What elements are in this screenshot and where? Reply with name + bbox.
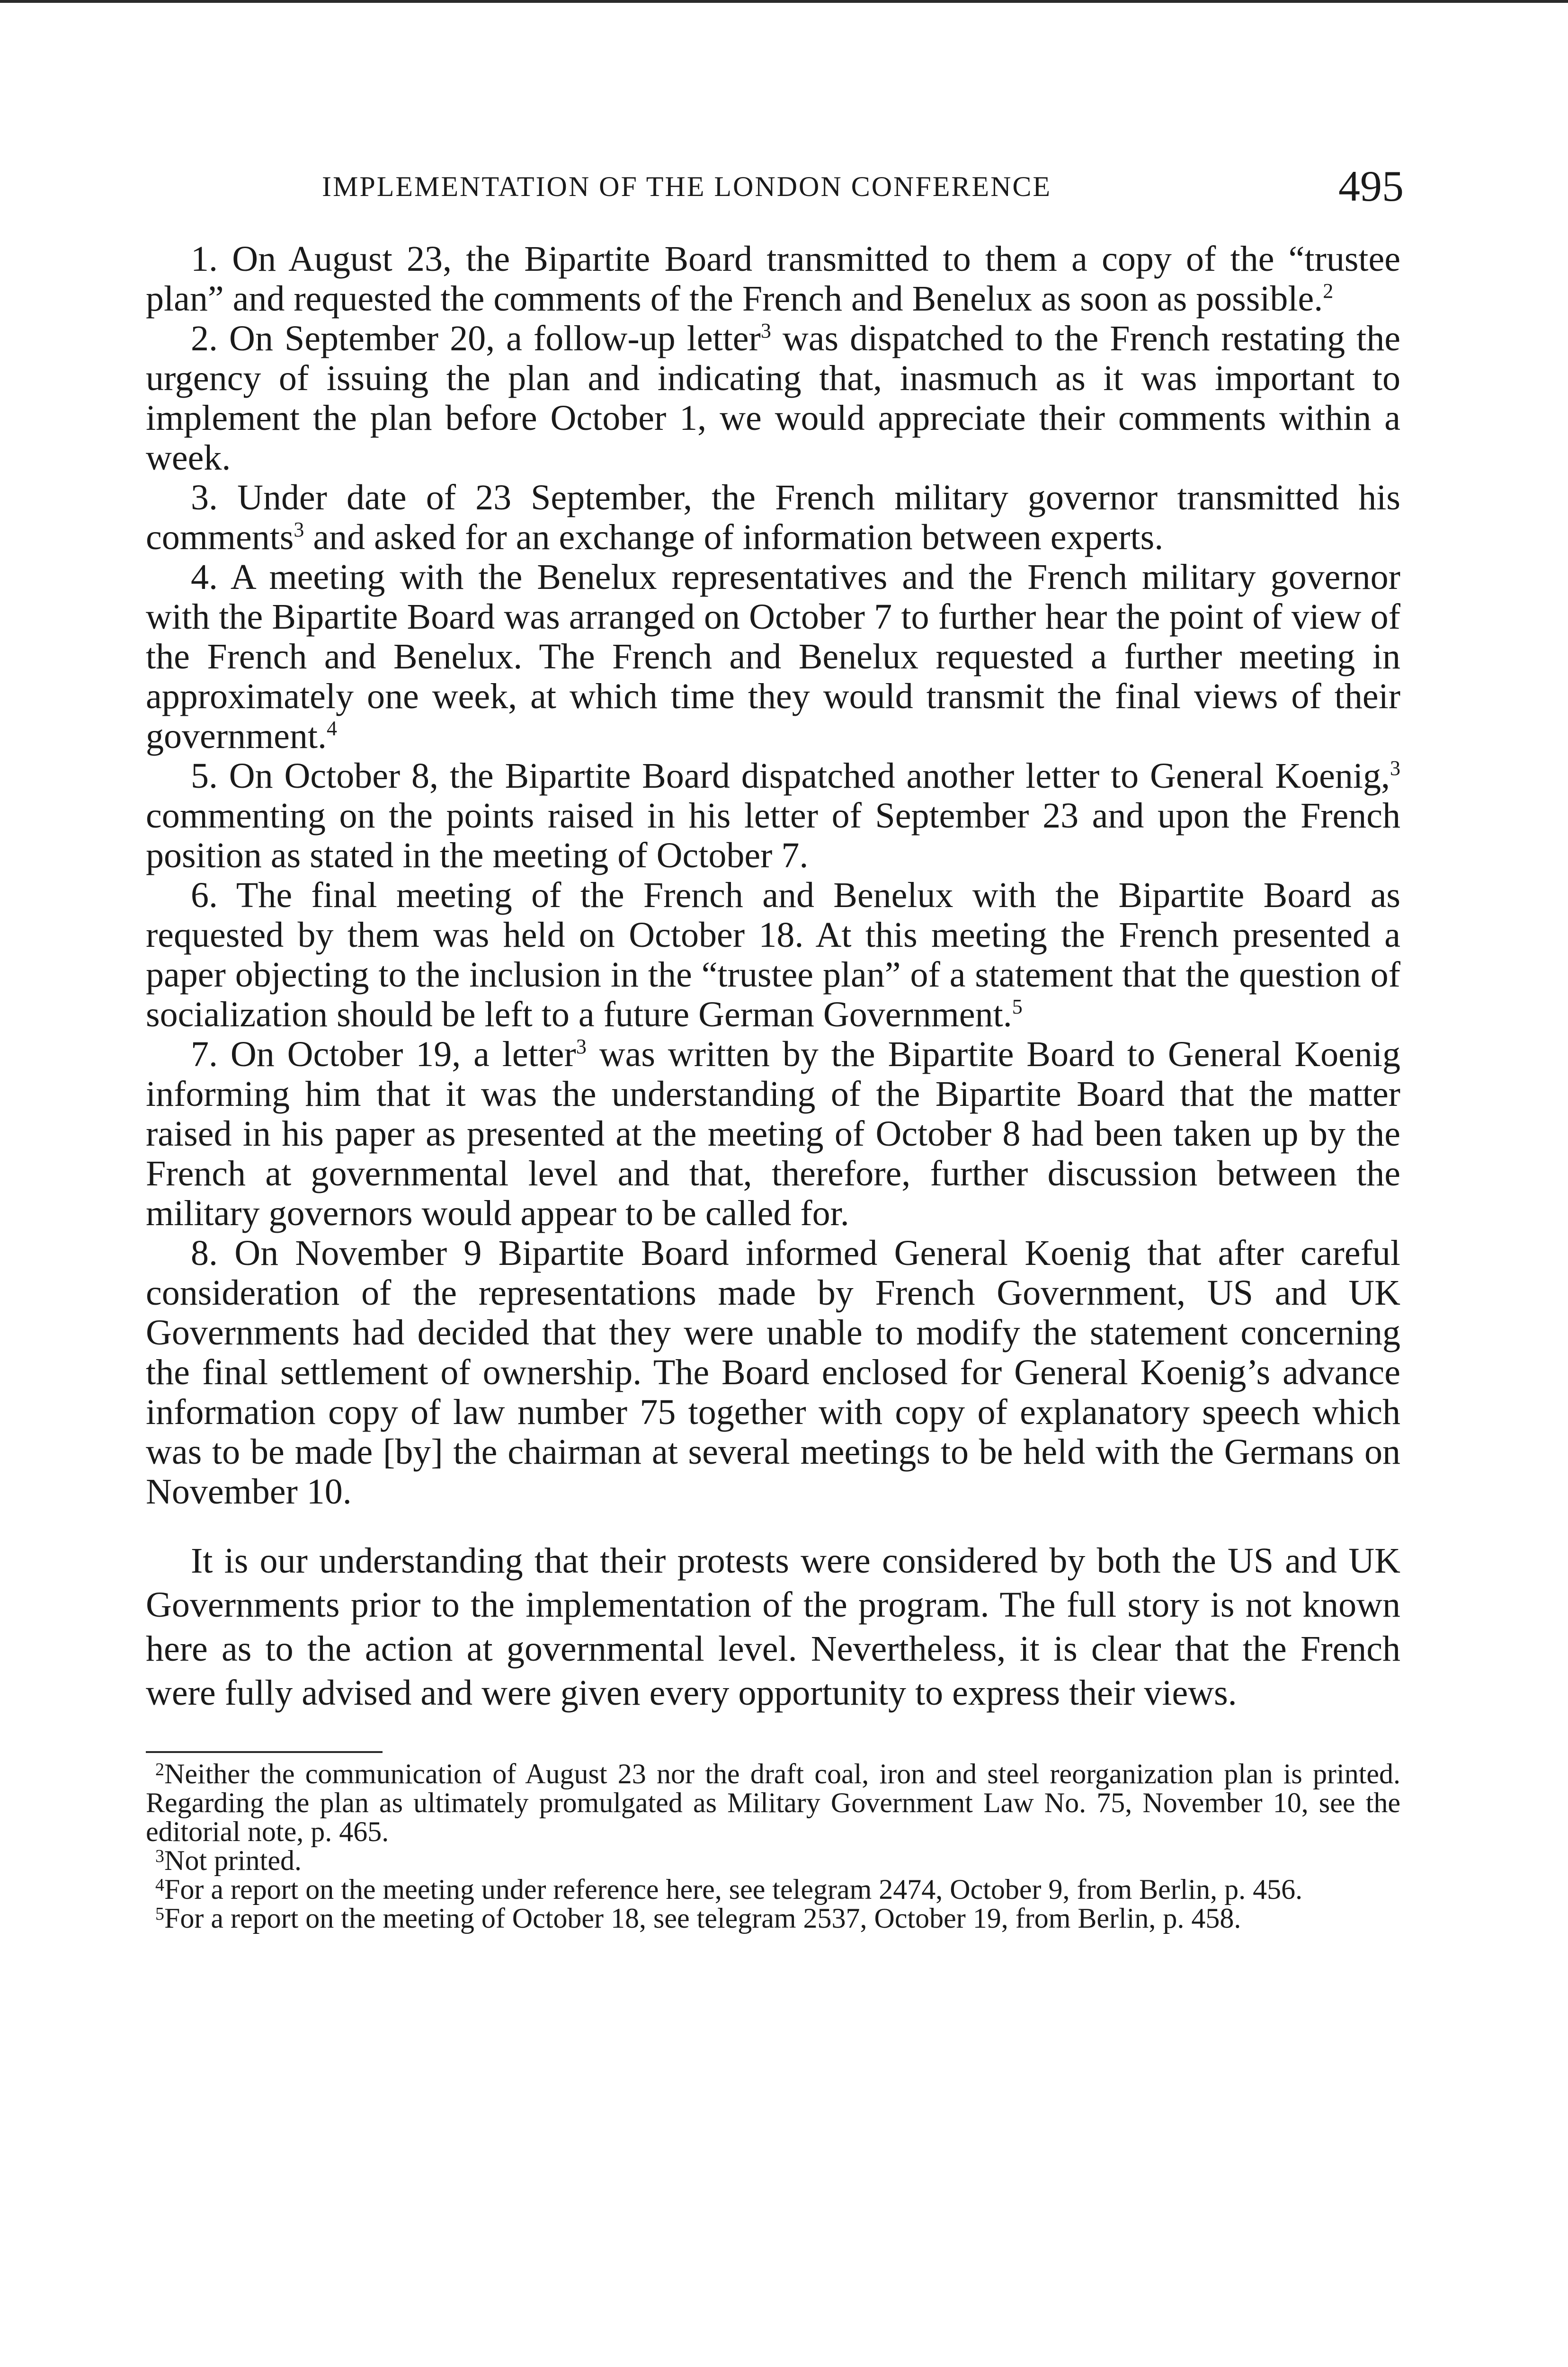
footnote-text: For a report on the meeting under reference here, see telegram 2474, October 9, from Berlin, p. 456. bbox=[164, 1874, 1303, 1905]
paragraph-text: 7. On October 19, a letter bbox=[191, 1034, 576, 1074]
footnote-text: For a report on the meeting of October 18, see telegram 2537, October 19, from Berlin, p. 458. bbox=[164, 1903, 1241, 1934]
footnote-mark: 5 bbox=[155, 1904, 164, 1924]
numbered-paragraph-2 bbox=[146, 319, 1400, 478]
paragraph-text: 4. A meeting with the Benelux representatives and the French military governor with the Bipartite Board was arranged on October 7 to further hear the point of view of the French and Benelux. The French and Benelux requested a further meeting in approximately one week, at which time they would transmit the final views of their government. bbox=[146, 557, 1400, 756]
numbered-paragraph-8 bbox=[146, 1233, 1400, 1512]
footnote-text: Neither the communication of August 23 nor the draft coal, iron and steel reorganization plan is printed. Regarding the plan as ultimately promulgated as Military Government Law No. 75, November 10, see the editorial note, p. 465. bbox=[146, 1758, 1400, 1847]
footnote-4 bbox=[146, 1875, 1400, 1904]
paragraph-text: 1. On August 23, the Bipartite Board transmitted to them a copy of the “trustee plan” and requested the comments of the French and Benelux as soon as possible. bbox=[146, 239, 1400, 319]
footnote-reference: 3 bbox=[1390, 756, 1400, 780]
footnote-2 bbox=[146, 1760, 1400, 1846]
footnote-divider bbox=[146, 1751, 383, 1753]
numbered-paragraph-6 bbox=[146, 875, 1400, 1034]
paragraph-text: 8. On November 9 Bipartite Board informed General Koenig that after careful consideration of the representations made by French Government, US and UK Governments had decided that they were unable to modify the statement concerning the final settlement of ownership. The Board enclosed for General Koenig’s advance information copy of law number 75 together with copy of explanatory speech which was to be made [by] the chairman at several meetings to be held with the Germans on November 10. bbox=[146, 1233, 1400, 1512]
footnote-3 bbox=[146, 1846, 1400, 1875]
footnote-reference: 3 bbox=[576, 1035, 587, 1058]
footnote-reference: 5 bbox=[1012, 995, 1023, 1018]
paragraph-text-continued: was dispatched to the French restating the urgency of issuing the plan and indicating that, inasmuch as it was important to implement the plan before October 1, we would appreciate their comments within a week. bbox=[146, 319, 1400, 478]
paragraph-text: 3. Under date of 23 September, the French military governor transmitted his comments bbox=[146, 478, 1400, 557]
paragraph-text: 6. The final meeting of the French and Benelux with the Bipartite Board as requested by them was held on October 18. At this meeting the French presented a paper objecting to the inclusion in the “trustee plan” of a statement that the question of socialization should be left to a future German Government. bbox=[146, 875, 1400, 1034]
page-top-edge bbox=[0, 0, 1568, 3]
running-title: IMPLEMENTATION OF THE LONDON CONFERENCE bbox=[322, 171, 1052, 202]
running-head bbox=[142, 161, 1404, 213]
footnotes bbox=[146, 1760, 1400, 1933]
footnote-mark: 4 bbox=[155, 1875, 164, 1895]
closing-paragraph: It is our understanding that their protests were considered by both the US and UK Governments prior to the implementation of the program. The full story is not known here as to the action at governmental level. Nevertheless, it is clear that the French were fully advised and were given every opportunity to express their views. bbox=[146, 1541, 1400, 1713]
numbered-paragraph-5 bbox=[146, 756, 1400, 875]
numbered-paragraph-3 bbox=[146, 478, 1400, 557]
footnote-reference: 3 bbox=[294, 518, 304, 541]
footnote-text: Not printed. bbox=[164, 1845, 302, 1876]
paragraph-text-continued: commenting on the points raised in his letter of September 23 and upon the French position as stated in the meeting of October 7. bbox=[146, 796, 1400, 875]
footnote-reference: 4 bbox=[327, 717, 338, 740]
footnote-reference: 2 bbox=[1323, 279, 1334, 303]
paragraph-text-continued: was written by the Bipartite Board to General Koenig informing him that it was the understanding of the Bipartite Board that the matter raised in his paper as presented at the meeting of October 8 had been taken up by the French at governmental level and that, therefore, further discussion between the military governors would appear to be called for. bbox=[146, 1034, 1400, 1233]
body-text bbox=[146, 239, 1400, 1933]
paragraph-text-continued: and asked for an exchange of information between experts. bbox=[304, 517, 1164, 557]
footnote-5 bbox=[146, 1904, 1400, 1933]
paragraph-text: 5. On October 8, the Bipartite Board dispatched another letter to General Koenig, bbox=[191, 756, 1390, 796]
numbered-paragraph-7 bbox=[146, 1034, 1400, 1233]
paragraph-text: 2. On September 20, a follow-up letter bbox=[191, 319, 761, 358]
numbered-paragraph-4 bbox=[146, 557, 1400, 756]
footnote-mark: 2 bbox=[155, 1760, 164, 1780]
footnote-reference: 3 bbox=[760, 319, 771, 342]
numbered-paragraph-1 bbox=[146, 239, 1400, 319]
footnote-mark: 3 bbox=[155, 1846, 164, 1866]
page-number: 495 bbox=[1338, 162, 1404, 210]
